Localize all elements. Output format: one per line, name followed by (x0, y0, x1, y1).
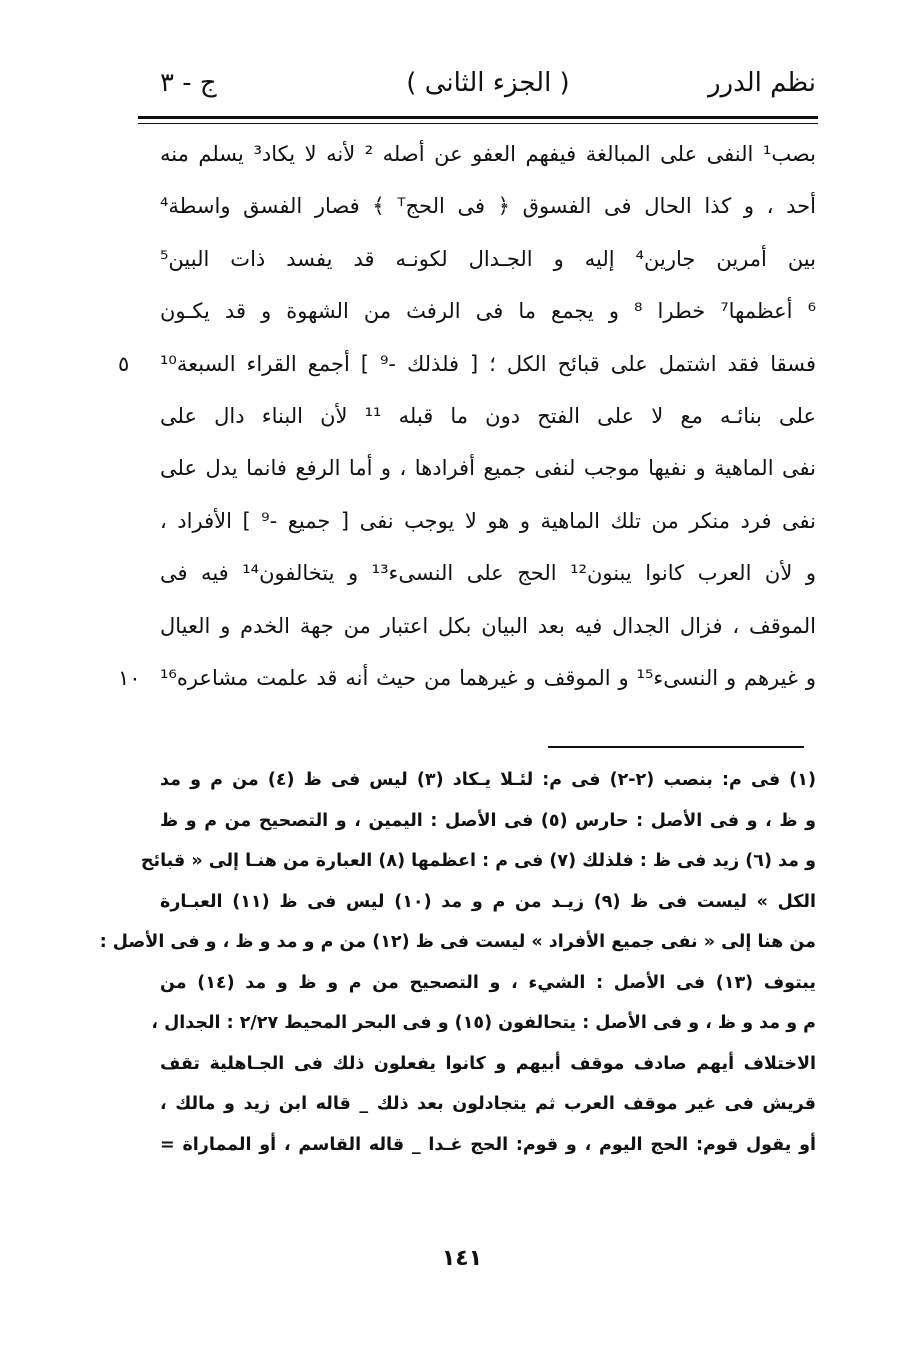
footnotes (99, 760, 816, 1165)
text-line: أحد ، و كذا الحال فى الفسوق ﴿ فى الحجᵀ ﴾ فصار الفسق واسطة⁴ (160, 194, 816, 219)
footnote-line: (١) فى م: بنصب (٢-٢) فى م: لئـلا يـكاد (٣) ليس فى ظ (٤) من م و مد (160, 770, 816, 790)
page-number: ١٤١ (441, 1246, 483, 1271)
text-line: ⁶ أعظمها⁷ خطرا ⁸ و يجمع ما فى الرفث من الشهوة و قد يكـون (160, 299, 816, 324)
book-title: نظم الدرر (707, 68, 816, 98)
text-line: فسقا فقد اشتمل على قبائح الكل ؛ [ فلذلك -⁹ ] أجمع القراء السبعة¹⁰ (160, 351, 816, 376)
footnote-line: قريش فى غير موقف العرب ثم يتجادلون بعد ذلك _ قاله ابن زيد و مالك ، (160, 1094, 816, 1114)
line-number-10: ١٠ (118, 666, 141, 690)
footnote-line: الكل » ليست فى ظ (٩) زيـد من م و مد (١٠) ليس فى ظ (١١) العبـارة (160, 891, 816, 912)
header-rule-thick (138, 116, 818, 119)
running-header (160, 62, 816, 106)
footnote-line: م و مد و ظ ، و فى الأصل : يتحالفون (١٥) و فى البحر المحيط ٢/٢٧ : الجدال ، (151, 1013, 816, 1033)
text-line: و غيرهم و النسىء¹⁵ و الموقف و غيرهما من حيث أنه قد علمت مشاعره¹⁶ (160, 665, 816, 690)
footnote-line: الاختلاف أيهم صادف موقف أبيهم و كانوا يفعلون ذلك فى الجـاهلية تقف (160, 1053, 816, 1074)
text-line: نفى فرد منكر من تلك الماهية و هو لا يوجب نفى [ جميع -⁹ ] الأفراد ، (160, 508, 816, 533)
footnote-line: أو يقول قوم: الحج اليوم ، و قوم: الحج غـدا _ قاله القاسم ، أو المماراة = (160, 1134, 816, 1155)
text-line: بصب¹ النفى على المبالغة فيفهم العفو عن أصله ² لأنه لا يكاد³ يسلم منه (160, 142, 816, 166)
line-number-5: ٥ (118, 351, 130, 376)
part-label: ( الجزء الثانى ) (406, 68, 570, 98)
footnote-separator (548, 746, 804, 748)
text-line: بين أمرين جارين⁴ إليه و الجـدال لكونـه قد يفسد ذات البين⁵ (160, 246, 816, 271)
footnote-line: يبتوف (١٣) فى الأصل : الشيء ، و التصحيح من م و ظ و مد (١٤) من (160, 972, 816, 993)
text-line: على بنائـه مع لا على الفتح دون ما قبله ¹¹ لأن البناء دال على (160, 403, 816, 428)
footnote-line: من هنا إلى « نفى جميع الأفراد » ليست فى ظ (١٢) من م و مد و ظ ، و فى الأصل : (99, 932, 816, 952)
volume-label: ج - ٣ (160, 68, 217, 98)
text-line: و لأن العرب كانوا يبنون¹² الحج على النسىء¹³ و يتخالفون¹⁴ فيه فى (160, 561, 816, 586)
footnote-line: و ظ ، و فى الأصل : حارس (٥) فى الأصل : اليمين ، و التصحيح من م و ظ (160, 810, 816, 831)
main-text (160, 128, 816, 704)
header-rule-thin (138, 123, 818, 124)
footnote-line: و مد (٦) زيد فى ظ : فلذلك (٧) فى م : اعظمها (٨) العبارة من هنـا إلى « قبائح (140, 851, 816, 871)
text-line: الموقف ، فزال الجدال فيه بعد البيان بكل اعتبار من جهة الخدم و العيال (160, 613, 816, 638)
text-line: نفى الماهية و نفيها موجب لنفى جميع أفرادها ، و أما الرفع فانما يدل على (160, 456, 816, 481)
